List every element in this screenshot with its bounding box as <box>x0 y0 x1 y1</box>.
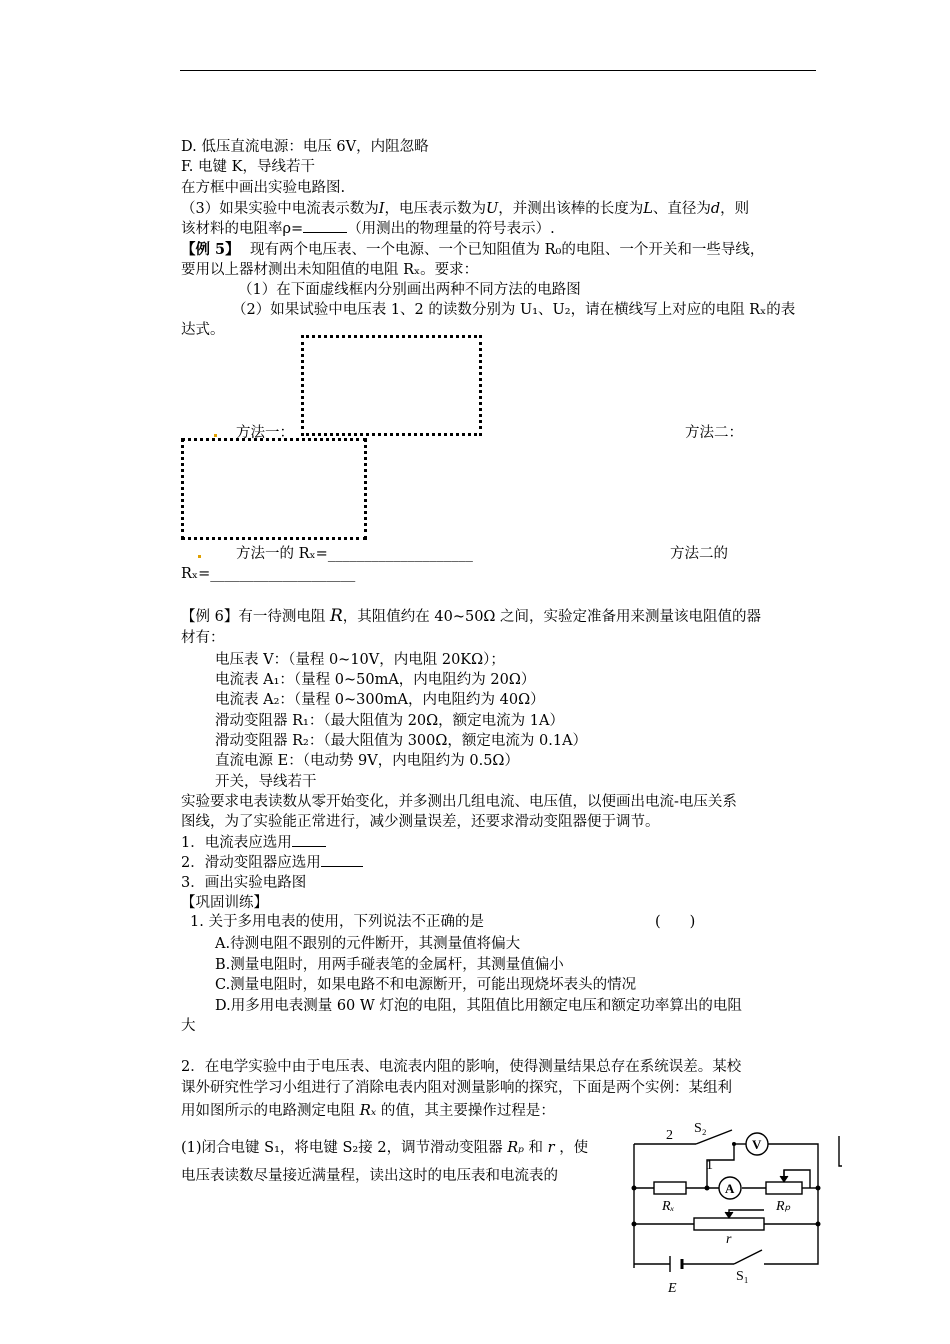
ammeter-label: A <box>725 1181 735 1196</box>
rheostat-r <box>694 1218 764 1230</box>
exercise-1-option-b: B.测量电阻时，用两手碰表笔的金属杆，其测量值偏小 <box>215 957 564 973</box>
answer-blank[interactable] <box>321 866 363 867</box>
exercise-1-option-d-cont: 大 <box>181 1018 196 1034</box>
example-5-req2b: 达式。 <box>181 322 225 338</box>
example-6-line2: 材有： <box>181 630 225 646</box>
switch-terminal-1: 1 <box>706 1158 713 1173</box>
switch-terminal-2: 2 <box>666 1128 673 1143</box>
exercise-1-option-c: C.测量电阻时，如果电路不和电源断开，可能出现烧坏表头的情况 <box>215 977 637 993</box>
method-2-rx: 方法二的 <box>670 546 728 562</box>
equipment-ammeter-a2: 电流表 A₂：（量程 0~300mA，内电阻约为 40Ω） <box>215 692 545 708</box>
marker-dot <box>198 555 201 558</box>
question-3-line2: 该材料的电阻率ρ= （用测出的物理量的符号表示）. <box>181 221 555 237</box>
requirement-line2: 图线，为了实验能正常进行，减少测量误差，还要求滑动变阻器便于调节。 <box>181 814 660 830</box>
resistor-rx-label: Rₓ <box>662 1199 675 1214</box>
consolidation-heading: 【巩固训练】 <box>181 895 268 911</box>
exercise-1-answer-paren[interactable]: ( ) <box>655 914 696 930</box>
voltmeter-label: V <box>752 1137 762 1152</box>
equipment-power-source: 直流电源 E：（电动势 9V，内电阻约为 0.5Ω） <box>215 753 519 769</box>
exercise-1-option-a: A.待测电阻不跟别的元件断开，其测量值将偏大 <box>215 936 521 952</box>
sub-question-3: 3．画出实验电路图 <box>181 875 307 891</box>
method-2-label: 方法二： <box>685 425 743 441</box>
equipment-ammeter-a1: 电流表 A₁：（量程 0~50mA，内电阻约为 20Ω） <box>215 672 536 688</box>
equipment-voltmeter: 电压表 V：（量程 0~10V，内电阻 20KΩ）； <box>215 652 505 668</box>
circuit-diagram <box>624 1118 846 1298</box>
answer-blank[interactable] <box>303 232 347 233</box>
battery-e-label: E <box>668 1281 677 1296</box>
header-rule <box>180 70 816 71</box>
exercise-1-stem: 1. 关于多用电表的使用，下列说法不正确的是 <box>190 914 484 930</box>
exercise-1-option-d: D.用多用电表测量 60 W 灯泡的电阻，其阻值比用额定电压和额定功率算出的电阻 <box>215 998 742 1014</box>
exercise-2-line2: 课外研究性学习小组进行了消除电表内阻对测量影响的探究，下面是两个实例：某组利 <box>181 1080 732 1096</box>
example-5-line2: 要用以上器材测出未知阻值的电阻 Rₓ。要求： <box>181 262 479 278</box>
method-2-rx-line2: Rₓ=____________________ <box>181 566 356 582</box>
method-1-label: 方法一： <box>236 425 294 441</box>
drawing-box-method-2[interactable] <box>301 335 482 436</box>
example-5-heading: 【例 5】 <box>181 241 240 258</box>
requirement-line1: 实验要求电表读数从零开始变化，并多测出几组电流、电压值，以便画出电流-电压关系 <box>181 794 737 810</box>
example-5-req1: （1）在下面虚线框内分别画出两种不同方法的电路图 <box>238 282 581 298</box>
exercise-2-line3: 用如图所示的电路测定电阻 Rₓ 的值，其主要操作过程是： <box>181 1101 555 1119</box>
example-6-line1: 【例 6】有一待测电阻 R，其阻值约在 40~50Ω 之间，实验定准备用来测量该电阻值的器 <box>181 606 762 626</box>
switch-s2-label: S₂ <box>694 1121 707 1136</box>
exercise-2-line1: 2．在电学实验中由于电压表、电流表内阻的影响，使得测量结果总存在系统误差。某校 <box>181 1059 742 1075</box>
instruction-draw: 在方框中画出实验电路图. <box>181 180 346 196</box>
exercise-2-step1: (1)闭合电键 S₁，将电键 S₂接 2，调节滑动变阻器 Rₚ 和 r ，使 <box>181 1140 589 1156</box>
resistor-rx <box>654 1182 686 1194</box>
marker-dot <box>214 434 217 437</box>
exercise-2-step1-line2: 电压表读数尽量接近满量程，读出这时的电压表和电流表的 <box>181 1168 558 1184</box>
option-d: D. 低压直流电源：电压 6V，内阻忽略 <box>181 139 429 155</box>
equipment-switch: 开关，导线若干 <box>215 774 317 790</box>
equipment-rheostat-r2: 滑动变阻器 R₂：（最大阻值为 300Ω，额定电流为 0.1A） <box>215 733 588 749</box>
drawing-box-method-1[interactable] <box>181 438 367 540</box>
option-f: F. 电键 K，导线若干 <box>181 159 315 175</box>
example-5-line1: 现有两个电压表、一个电源、一个已知阻值为 R₀的电阻、一个开关和一些导线， <box>250 242 765 258</box>
question-3-line1: （3）如果实验中电流表示数为I，电压表示数为U，并测出该棒的长度为L、直径为d，则 <box>181 201 750 217</box>
answer-blank[interactable] <box>292 846 326 847</box>
rheostat-rp <box>766 1182 802 1194</box>
example-5-req2: （2）如果试验中电压表 1、2 的读数分别为 U₁、U₂，请在横线写上对应的电阻 Rₓ的表 <box>232 302 796 318</box>
rheostat-r-label: r <box>726 1232 732 1247</box>
sub-question-1: 1．电流表应选用 <box>181 833 326 853</box>
rheostat-rp-label: Rₚ <box>776 1199 791 1214</box>
equipment-rheostat-r1: 滑动变阻器 R₁：（最大阻值为 20Ω，额定电流为 1A） <box>215 713 564 729</box>
method-1-rx: 方法一的 Rₓ=____________________ <box>236 546 473 562</box>
switch-s1-label: S₁ <box>736 1269 749 1284</box>
sub-question-2: 2．滑动变阻器应选用 <box>181 853 363 873</box>
